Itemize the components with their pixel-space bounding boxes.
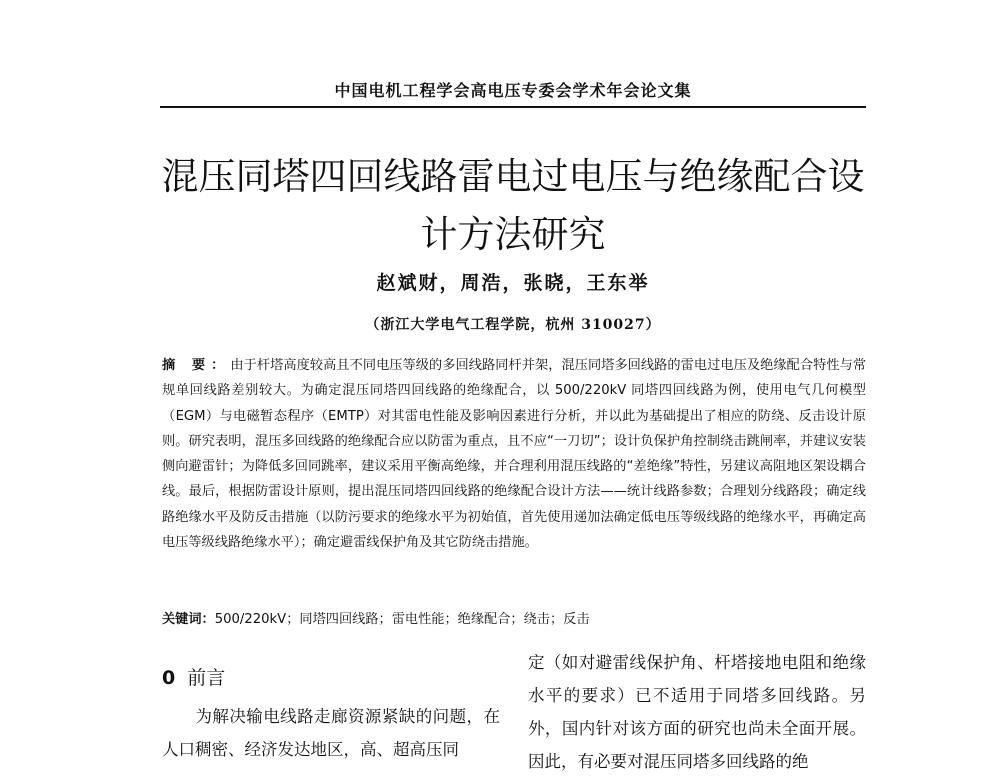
abstract-text: 由于杆塔高度较高且不同电压等级的多回线路同杆并架，混压同塔多回线路的雷电过电压及绝缘配合特性与常规单回线路差别较大。为确定混压同塔四回线路的绝缘配合，以 500/220kV 同塔四回线路为例，使用电气几何模型（EGM）与电磁暂态程序（EMTP）对其雷电性能及影响因素进行分析，并以此为基础提出了相应的防绕、反击设计原则。研究表明，混压多回线路的绝缘配合应以防雷为重点，且不应“一刀切”；设计负保护角控制绕击跳闸率，并建议安装侧向避雷针；为降低多回同跳率，建议采用平衡高绝缘，并合理利用混压线路的“差绝缘”特性，另建议高阻地区架设耦合线。最后，根据防雷设计原则，提出混压同塔四回线路的绝缘配合设计方法——统计线路参数；合理划分线路段；确定线路绝缘水平及防反击措施（以防污要求的绝缘水平为初始值，首先使用递加法确定低电压等级线路的绝缘水平，再确定高电压等级线路绝缘水平）；确定避雷线保护角及其它防绕击措施。: [162, 358, 867, 551]
header-rule: [160, 106, 866, 108]
author-list: 赵斌财，周浩，张晓，王东举: [376, 272, 650, 294]
running-head: 中国电机工程学会高电压专委会学术年会论文集: [334, 81, 692, 100]
body-right-text: 定（如对避雷线保护角、杆塔接地电阻和绝缘水平的要求）已不适用于同塔多回线路。另外，国内针对该方面的研究也尚未全面开展。因此，有必要对混压同塔多回线路的绝: [528, 653, 866, 771]
section-title: 前言: [187, 667, 226, 689]
body-column-right: [528, 646, 866, 778]
keywords-text: 500/220kV；同塔四回线路；雷电性能；绝缘配合；绕击；反击: [214, 612, 590, 627]
affiliation: （浙江大学电气工程学院，杭州 310027）: [365, 317, 661, 333]
abstract-label: 摘 要：: [162, 358, 231, 373]
section-number: 0: [162, 667, 176, 689]
section-heading: [162, 663, 462, 690]
paper-title: 混压同塔四回线路雷电过电压与绝缘配合设计方法研究: [161, 155, 865, 256]
keywords: [162, 608, 866, 627]
abstract: [162, 353, 866, 555]
body-column-left: [162, 700, 500, 766]
keywords-label: 关键词：: [162, 612, 215, 627]
body-left-text: 为解决输电线路走廊资源紧缺的问题，在人口稠密、经济发达地区，高、超高压同: [162, 707, 500, 759]
